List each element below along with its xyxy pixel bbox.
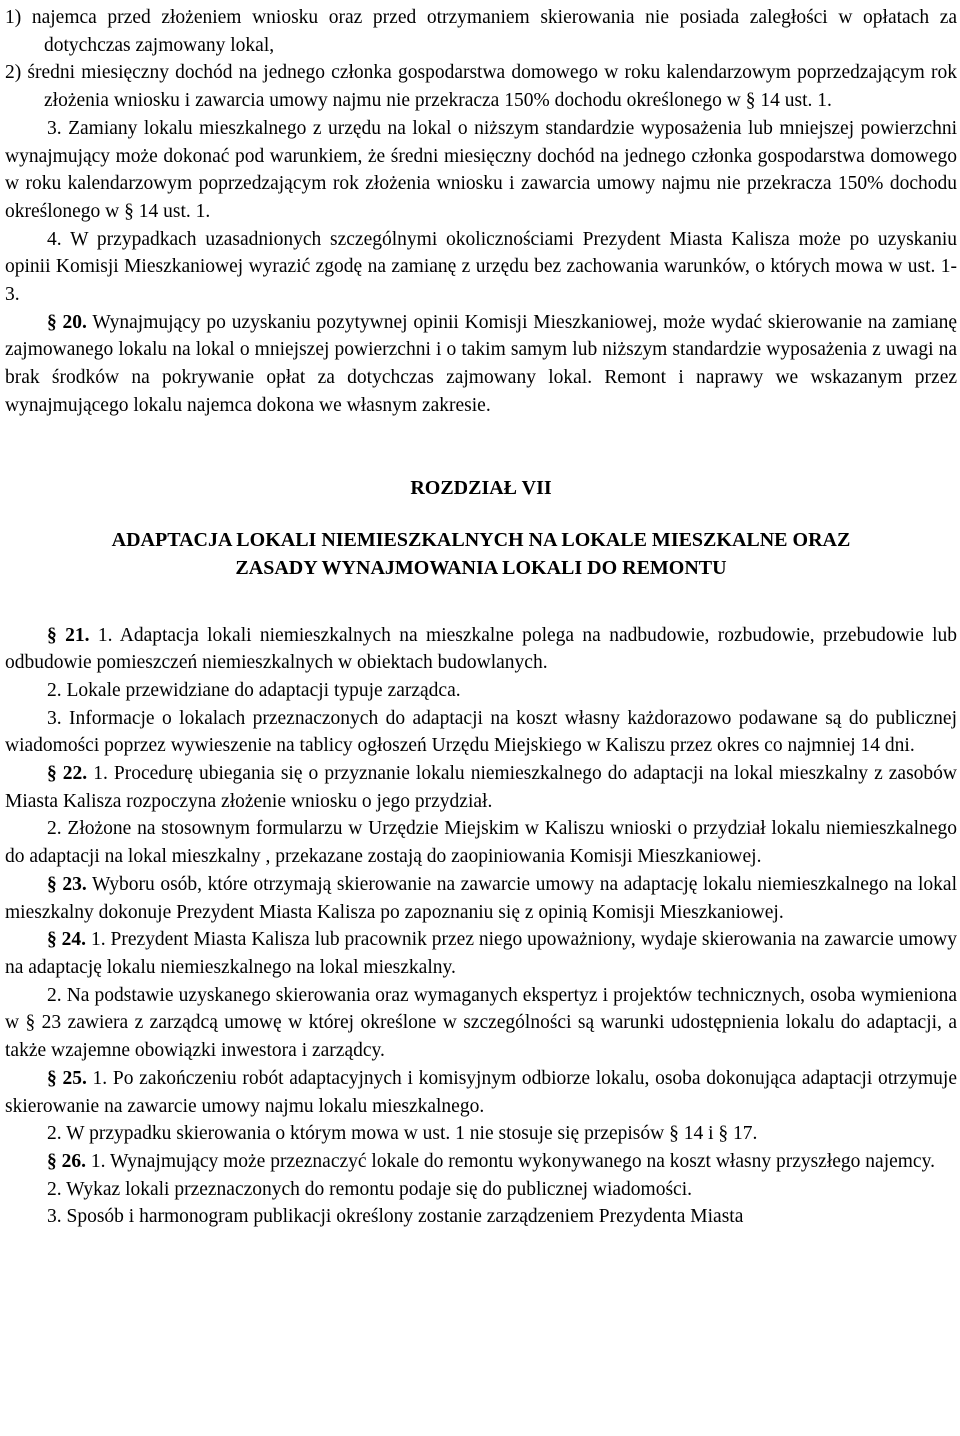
- chapter-title-line2: ZASADY WYNAJMOWANIA LOKALI DO REMONTU: [235, 556, 727, 579]
- paragraph-text: 2. Lokale przewidziane do adaptacji typuje zarządca.: [47, 679, 461, 701]
- section-number: § 21.: [47, 624, 90, 646]
- section-number: § 20.: [47, 311, 87, 333]
- spacer: [5, 502, 957, 526]
- paragraph: [5, 760, 957, 815]
- list-item: [5, 4, 957, 59]
- paragraph: [5, 1148, 957, 1176]
- paragraph: [5, 926, 957, 981]
- paragraph: [5, 1203, 957, 1231]
- chapter-number: ROZDZIAŁ VII: [410, 476, 552, 499]
- paragraph-text: 1. Prezydent Miasta Kalisza lub pracownik przez niego upoważniony, wydaje skierowania na zawarcie umowy na adaptację lokalu niemieszkalnego na lokal mieszkalny.: [5, 929, 958, 978]
- paragraph: [5, 1065, 957, 1120]
- section-number: § 22.: [47, 763, 88, 785]
- paragraph: [5, 115, 957, 226]
- paragraph: [5, 871, 957, 926]
- paragraph-text: 3. Informacje o lokalach przeznaczonych do adaptacji na koszt własny każdorazowo podawane są do publicznej wiadomości poprzez wywieszenie na tablicy ogłoszeń Urzędu Miejskiego w Kaliszu przez okres co najmniej 14 dni.: [5, 707, 957, 757]
- paragraph-text: 1. Adaptacja lokali niemieszkalnych na mieszkalne polega na nadbudowie, rozbudowie, przebudowie lub odbudowie pomieszczeń niemieszkalnych w obiektach budowlanych.: [5, 624, 957, 674]
- paragraph: [5, 982, 957, 1065]
- paragraph-text: 2. Złożone na stosownym formularzu w Urzędzie Miejskim w Kaliszu wnioski o przydział lokalu niemieszkalnego do adaptacji na lokal mieszkalny , przekazane zostają do zaopiniowania Komisji Mieszkaniowej.: [5, 818, 957, 868]
- paragraph: [5, 677, 957, 705]
- section-number: § 24.: [47, 929, 87, 951]
- paragraph-text: 2. Na podstawie uzyskanego skierowania oraz wymaganych ekspertyz i projektów technicznych, osoba wymieniona w § 23 zawiera z zarządcą umowę w której określone w szczególności są warunki udostępnienia lokalu do adaptacji, a także wzajemne obowiązki inwestora i zarządcy.: [5, 984, 957, 1062]
- paragraph-text: 2. Wykaz lokali przeznaczonych do remontu podaje się do publicznej wiadomości.: [47, 1178, 693, 1200]
- paragraph-text: 1. Procedurę ubiegania się o przyznanie lokalu niemieszkalnego do adaptacji na lokal mieszkalny z zasobów Miasta Kalisza rozpoczyna złożenie wniosku o jego przydział.: [5, 763, 957, 812]
- paragraph-text: 1. Po zakończeniu robót adaptacyjnych i komisyjnym odbiorze lokalu, osoba dokonująca adaptacji otrzymuje skierowanie na zawarcie umowy najmu lokalu mieszkalnego.: [5, 1067, 958, 1117]
- paragraph: [5, 226, 957, 309]
- chapter-title-line1: ADAPTACJA LOKALI NIEMIESZKALNYCH NA LOKALE MIESZKALNE ORAZ: [111, 528, 851, 551]
- paragraph: [5, 1176, 957, 1204]
- list-item-text: średni miesięczny dochód na jednego członka gospodarstwa domowego w roku kalendarzowym poprzedzającym rok złożenia wniosku i zawarcia umowy najmu nie przekracza 150% dochodu określonego w § 14 ust. 1.: [27, 62, 957, 112]
- list-item: [5, 59, 957, 114]
- paragraph: [5, 309, 957, 420]
- paragraph-text: 4. W przypadkach uzasadnionych szczególnymi okolicznościami Prezydent Miasta Kalisza może po uzyskaniu opinii Komisji Mieszkaniowej wyrazić zgodę na zamianę z urzędu bez zachowania warunków, o których mowa w ust. 1-3.: [5, 228, 957, 306]
- paragraph-text: 3. Sposób i harmonogram publikacji określony zostanie zarządzeniem Prezydenta Miasta: [47, 1206, 744, 1228]
- section-number: § 25.: [47, 1067, 87, 1089]
- list-item-text: najemca przed złożeniem wniosku oraz przed otrzymaniem skierowania nie posiada zaległości w opłatach za dotychczas zajmowany lokal,: [31, 7, 957, 56]
- paragraph: [5, 1120, 957, 1148]
- section-number: § 26.: [47, 1150, 86, 1172]
- list-item-number: 1): [5, 7, 22, 28]
- spacer: [5, 420, 957, 474]
- list-item-number: 2): [5, 62, 22, 84]
- paragraph-text: 3. Zamiany lokalu mieszkalnego z urzędu na lokal o niższym standardzie wyposażenia lub mniejszej powierzchni wynajmujący może dokonać pod warunkiem, że średni miesięczny dochód na jednego członka gospodarstwa domowego w roku kalendarzowym poprzedzającym rok złożenia wniosku i zawarcia umowy najmu nie przekracza 150% dochodu określonego w § 14 ust. 1.: [5, 117, 957, 222]
- spacer: [5, 582, 957, 622]
- paragraph-text: Wyboru osób, które otrzymają skierowanie na zawarcie umowy na adaptację lokalu niemieszkalnego na lokal mieszkalny dokonuje Prezydent Miasta Kalisza po zapoznaniu się z opinią Komisji Mieszkaniowej.: [5, 873, 958, 923]
- paragraph-text: Wynajmujący po uzyskaniu pozytywnej opinii Komisji Mieszkaniowej, może wydać skierowanie na zamianę zajmowanego lokalu na lokal o mniejszej powierzchni i o takim samym lub niższym standardzie wyposażenia z uwagi na brak środków na pokrywanie opłat za dotychczas zajmowany lokal. Remont i naprawy we wskazanym przez wynajmującego lokalu najemca dokona we własnym zakresie.: [5, 311, 958, 416]
- paragraph: [5, 705, 957, 760]
- paragraph-text: 1. Wynajmujący może przeznaczyć lokale do remontu wykonywanego na koszt własny przyszłego najemcy.: [86, 1150, 935, 1172]
- section-number: § 23.: [47, 873, 87, 895]
- paragraph: [5, 815, 957, 870]
- paragraph: [5, 622, 957, 677]
- paragraph-text: 2. W przypadku skierowania o którym mowa w ust. 1 nie stosuje się przepisów § 14 i § 17.: [47, 1123, 758, 1145]
